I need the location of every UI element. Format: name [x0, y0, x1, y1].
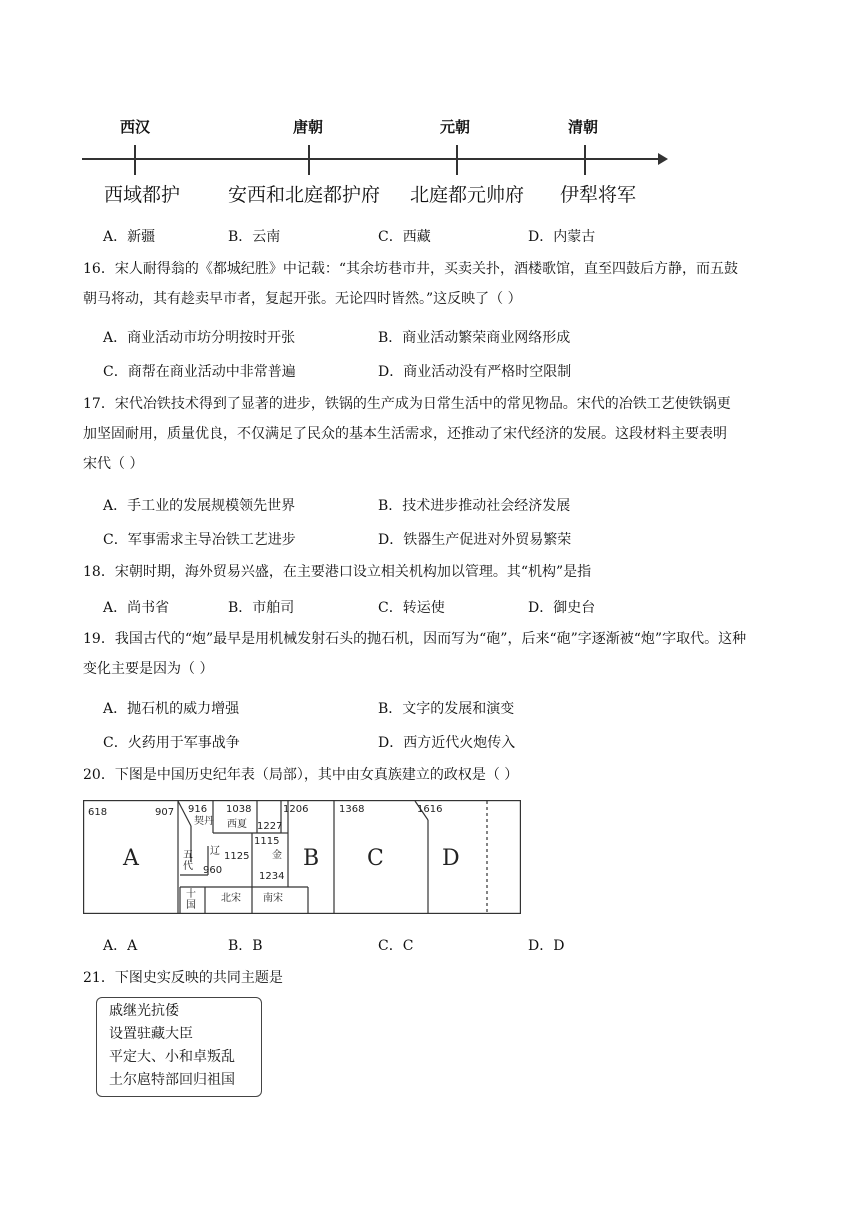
q20-option-d[interactable]: D．D — [528, 938, 565, 954]
question-line: 20．下图是中国历史纪年表（局部），其中由女真族建立的政权是（ ） — [83, 767, 519, 783]
question-line: 加坚固耐用，质量优良，不仅满足了民众的基本生活需求，还推动了宋代经济的发展。这段材料主要表明 — [83, 426, 727, 442]
chart-year: 1234 — [259, 871, 285, 882]
q16-option-b[interactable]: B．商业活动繁荣商业网络形成 — [378, 330, 571, 346]
timeline-label: 安西和北庭都护府 — [228, 184, 381, 206]
chart-letter: A — [123, 846, 139, 871]
timeline-tick — [584, 145, 586, 175]
q20-stem — [83, 760, 783, 790]
q18-option-c[interactable]: C．转运使 — [378, 600, 445, 616]
q16-option-c[interactable]: C．商帮在商业活动中非常普遍 — [103, 364, 296, 380]
chart-name: 西夏 — [227, 819, 247, 830]
q21-stem — [83, 963, 783, 993]
q18-stem — [83, 557, 783, 587]
timeline-arrow — [658, 153, 668, 165]
chart-letter: C — [367, 846, 384, 871]
chart-year: 1616 — [417, 804, 443, 815]
chart-year: 907 — [155, 807, 175, 818]
q15-option-b[interactable]: B．云南 — [228, 229, 281, 245]
chart-name-shiguo: 十国 — [186, 889, 196, 911]
fact-item: 土尔扈特部回归祖国 — [109, 1072, 235, 1088]
q16-option-d[interactable]: D．商业活动没有严格时空限制 — [378, 364, 572, 380]
q19-option-c[interactable]: C．火药用于军事战争 — [103, 735, 240, 751]
timeline-era: 清朝 — [568, 118, 599, 136]
q19-option-d[interactable]: D．西方近代火炮传入 — [378, 735, 516, 751]
chart-name: 北宋 — [221, 893, 241, 904]
q15-option-d[interactable]: D．内蒙古 — [528, 229, 596, 245]
fact-item: 平定大、小和卓叛乱 — [109, 1049, 235, 1065]
question-line: 朝马将动，其有趁卖早市者，复起开张。无论四时皆然。”这反映了（ ） — [83, 291, 522, 307]
q19-stem — [83, 624, 783, 684]
chart-year: 960 — [203, 865, 223, 876]
timeline-label: 北庭都元帅府 — [410, 184, 525, 206]
timeline-tick — [456, 145, 458, 175]
chronology-chart — [83, 800, 521, 914]
q19-option-a[interactable]: A．抛石机的威力增强 — [103, 701, 240, 717]
question-line: 17．宋代冶铁技术得到了显著的进步，铁锅的生产成为日常生活中的常见物品。宋代的冶铁工艺使铁锅更 — [83, 396, 731, 412]
q17-option-b[interactable]: B．技术进步推动社会经济发展 — [378, 498, 571, 514]
q20-option-c[interactable]: C．C — [378, 938, 414, 954]
timeline-era: 元朝 — [440, 118, 471, 136]
chart-year: 1115 — [254, 836, 280, 847]
q17-option-d[interactable]: D．铁器生产促进对外贸易繁荣 — [378, 532, 572, 548]
question-line: 21．下图史实反映的共同主题是 — [83, 970, 283, 986]
q20-option-a[interactable]: A．A — [103, 938, 138, 954]
question-line: 18．宋朝时期，海外贸易兴盛，在主要港口设立相关机构加以管理。其“机构”是指 — [83, 564, 592, 580]
chart-name-wudai: 五代 — [183, 850, 193, 872]
q15-option-a[interactable]: A．新疆 — [103, 229, 156, 245]
chart-name: 南宋 — [263, 893, 283, 904]
chart-name: 金 — [272, 850, 282, 861]
q17-option-a[interactable]: A．手工业的发展规模领先世界 — [103, 498, 296, 514]
timeline-axis — [82, 158, 664, 160]
chart-year: 1368 — [339, 804, 365, 815]
fact-item: 戚继光抗倭 — [109, 1003, 179, 1019]
chart-name: 辽 — [210, 846, 220, 857]
chart-letter: D — [442, 846, 460, 871]
chart-year: 1206 — [283, 804, 309, 815]
chart-letter: B — [303, 846, 320, 871]
timeline-label: 西域都护 — [104, 184, 181, 206]
timeline-era: 西汉 — [120, 118, 151, 136]
chart-year: 916 — [188, 804, 208, 815]
q20-option-b[interactable]: B．B — [228, 938, 263, 954]
q17-option-c[interactable]: C．军事需求主导冶铁工艺进步 — [103, 532, 296, 548]
facts-box — [96, 997, 262, 1097]
timeline-label: 伊犁将军 — [560, 184, 637, 206]
question-line: 变化主要是因为（ ） — [83, 661, 214, 677]
question-line: 宋代（ ） — [83, 456, 144, 472]
chart-year: 618 — [88, 807, 108, 818]
chart-year: 1125 — [224, 851, 250, 862]
chart-name: 契丹 — [194, 816, 214, 827]
q18-option-b[interactable]: B．市舶司 — [228, 600, 295, 616]
fact-item: 设置驻藏大臣 — [109, 1026, 193, 1042]
question-line: 16．宋人耐得翁的《都城纪胜》中记载：“其余坊巷市井，买卖关扑，酒楼歌馆，直至四鼓后方静，而五鼓 — [83, 261, 738, 277]
q16-option-a[interactable]: A．商业活动市坊分明按时开张 — [103, 330, 296, 346]
q17-stem — [83, 389, 783, 479]
chart-year: 1038 — [226, 804, 252, 815]
q15-option-c[interactable]: C．西藏 — [378, 229, 431, 245]
timeline-tick — [134, 145, 136, 175]
q18-option-d[interactable]: D．御史台 — [528, 600, 596, 616]
chart-year: 1227 — [257, 821, 283, 832]
timeline-era: 唐朝 — [293, 118, 324, 136]
timeline-tick — [308, 145, 310, 175]
q18-option-a[interactable]: A．尚书省 — [103, 600, 170, 616]
question-line: 19．我国古代的“炮”最早是用机械发射石头的抛石机，因而写为“砲”，后来“砲”字逐渐被“炮”字取代。这种 — [83, 631, 747, 647]
q16-stem — [83, 254, 783, 314]
q19-option-b[interactable]: B．文字的发展和演变 — [378, 701, 515, 717]
